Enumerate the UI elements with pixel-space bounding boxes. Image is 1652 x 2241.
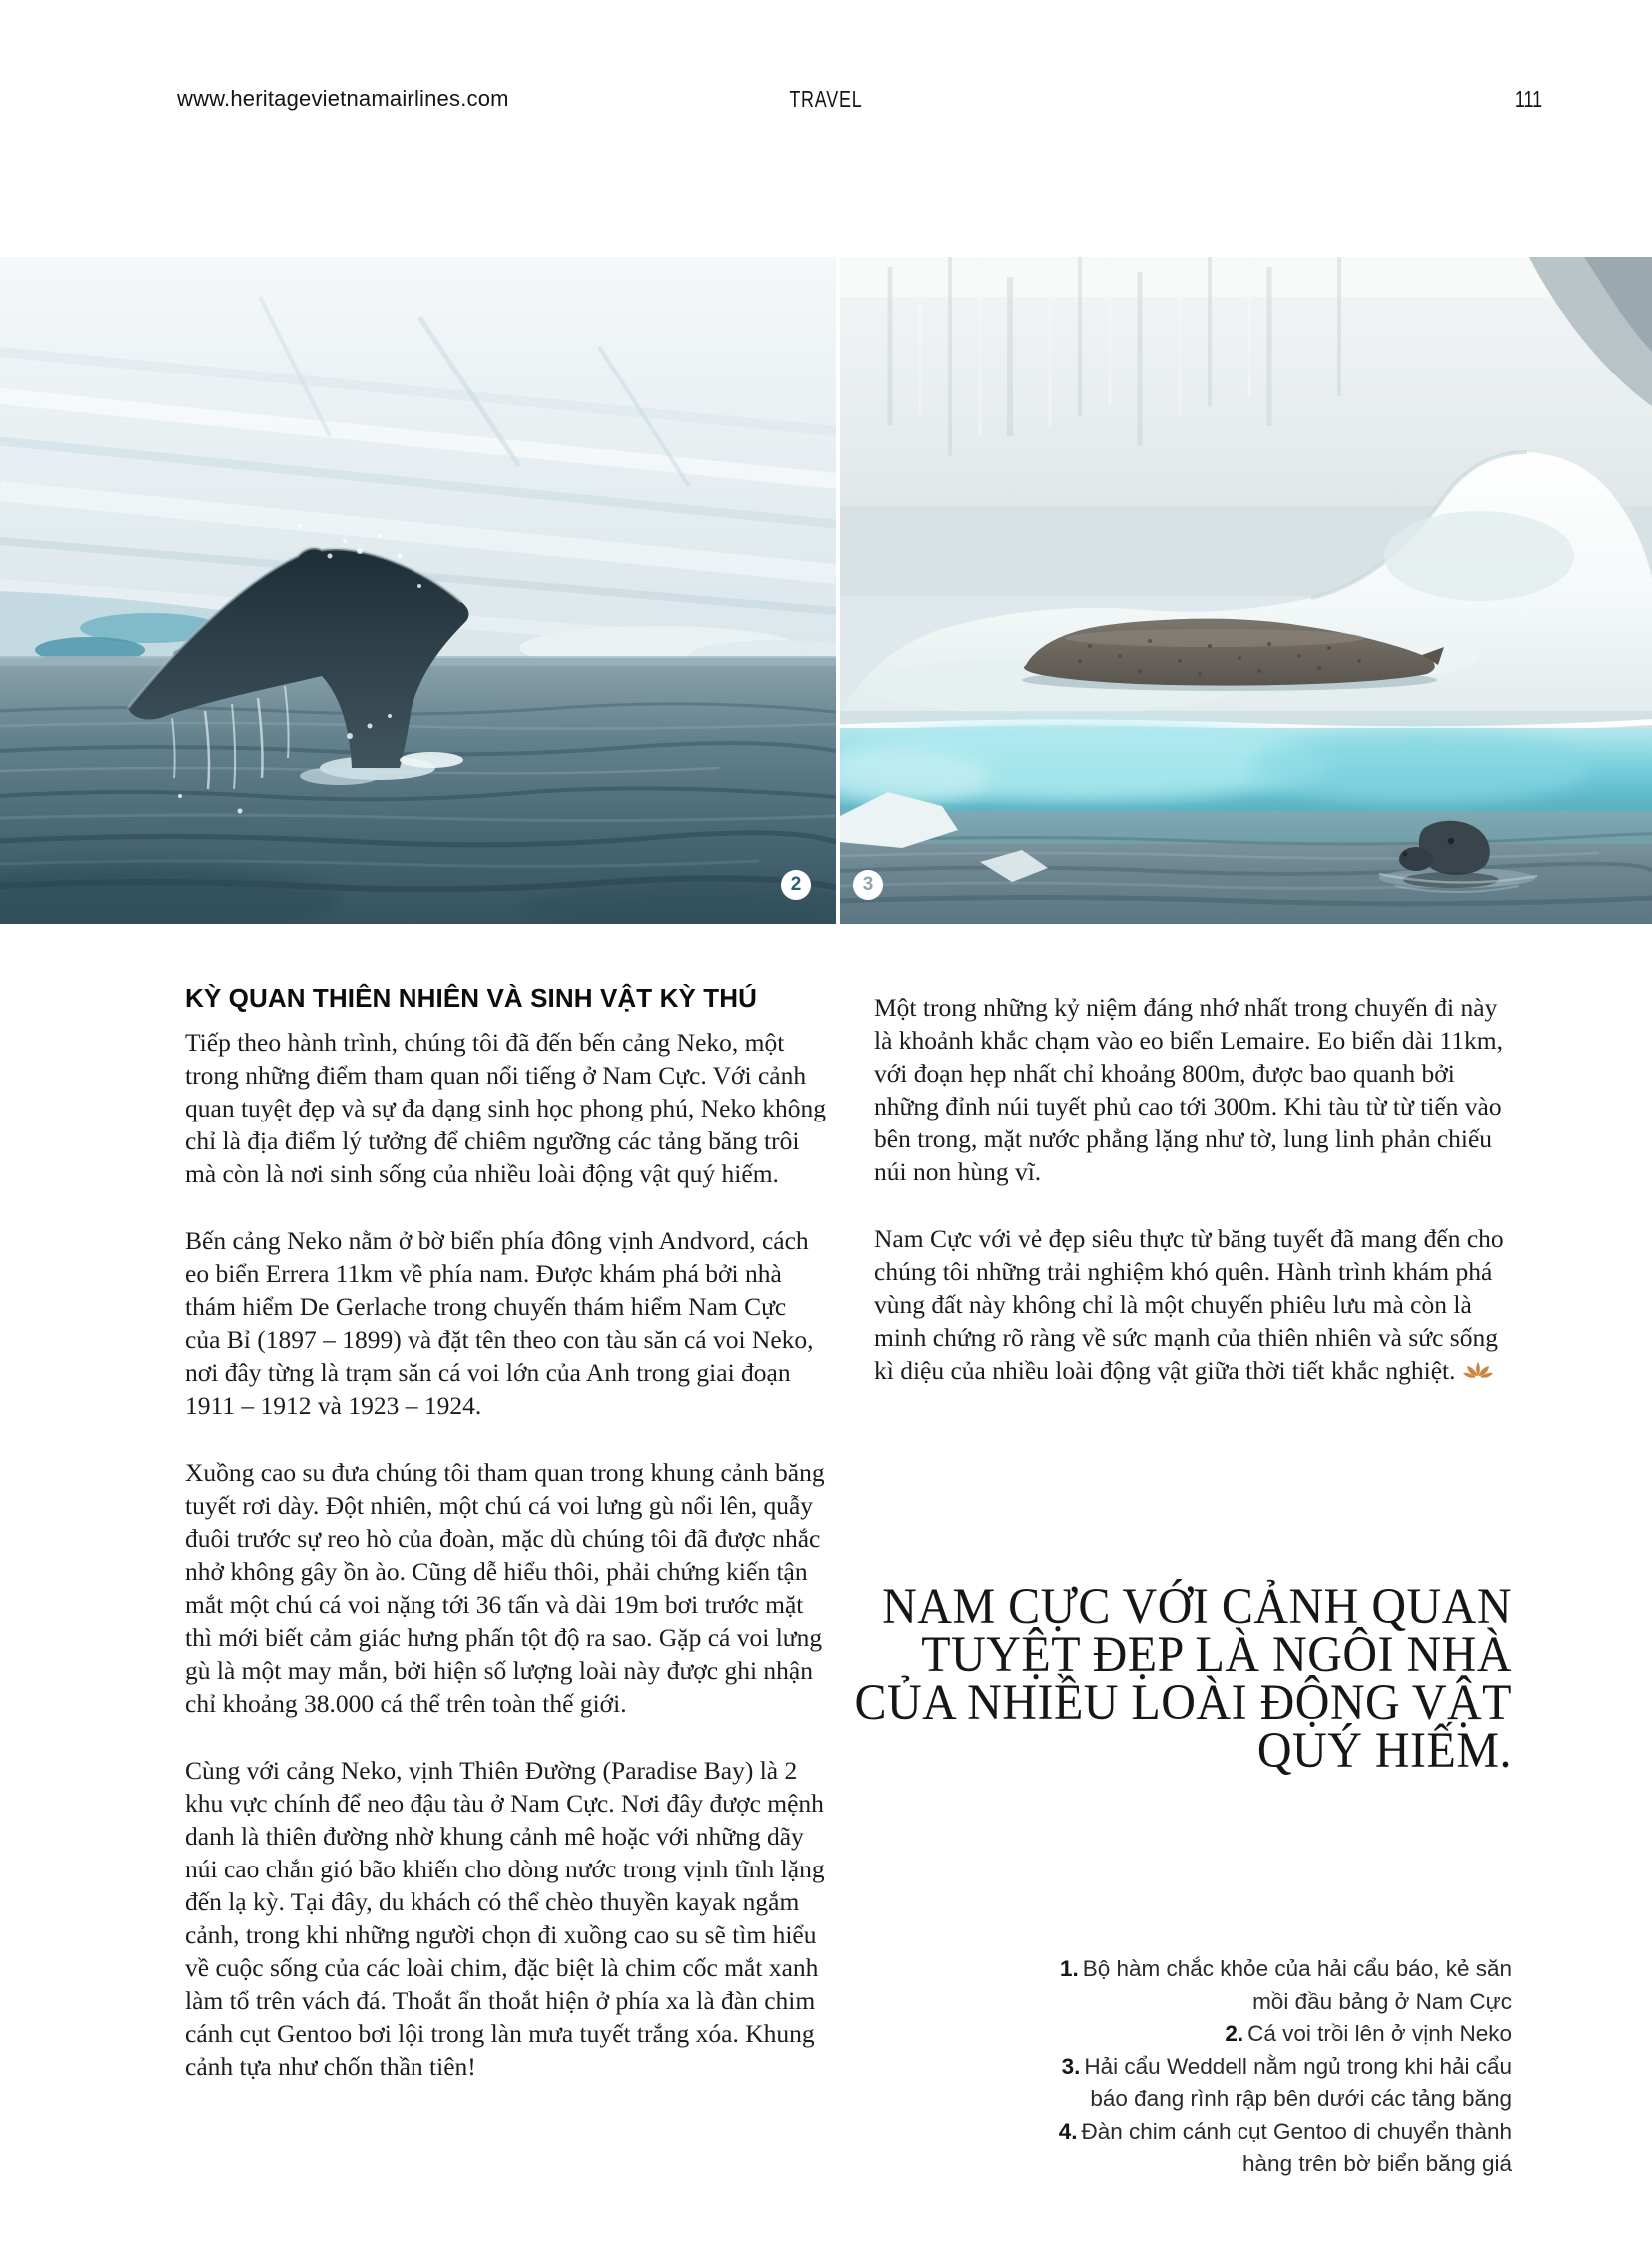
- caption-3: [1053, 2051, 1512, 2116]
- article-paragraph-text: Nam Cực với vẻ đẹp siêu thực từ băng tuyết đã mang đến cho chúng tôi những trải nghiệm khó quên. Hành trình khám phá vùng đất này không chỉ là một chuyến phiêu lưu mà còn là minh chứng rõ ràng về sức mạnh của thiên nhiên và sức sống kì diệu của nhiều loài động vật giữa thời tiết khắc nghiệt.: [874, 1224, 1504, 1385]
- caption-2-number: 2.: [1225, 2021, 1244, 2046]
- article-paragraph-end: [874, 1222, 1515, 1387]
- article-paragraph: Bến cảng Neko nằm ở bờ biển phía đông vịnh Andvord, cách eo biển Errera 11km về phía nam. Được khám phá bởi nhà thám hiểm De Gerlache trong chuyến thám hiểm Nam Cực của Bỉ (1897 – 1899) và đặt tên theo con tàu săn cá voi Neko, nơi đây từng là trạm săn cá voi lớn của Anh trong giai đoạn 1911 – 1912 và 1923 – 1924.: [185, 1226, 814, 1420]
- ocean: [0, 656, 836, 924]
- photo-spread: [0, 257, 1652, 924]
- pull-quote-line: TUYỆT ĐẸP LÀ NGÔI NHÀ: [921, 1626, 1512, 1683]
- caption-1-text: Bộ hàm chắc khỏe của hải cẩu báo, kẻ săn mồi đầu bảng ở Nam Cực: [1082, 1956, 1512, 2014]
- caption-2: [1053, 2018, 1512, 2051]
- article-paragraph: Xuồng cao su đưa chúng tôi tham quan trong khung cảnh băng tuyết rơi dày. Đột nhiên, một chú cá voi lưng gù nổi lên, quẫy đuôi trước sự reo hò của đoàn, mặc dù chúng tôi đã được nhắc nhở không gây ồn ào. Cũng dễ hiểu thôi, phải chứng kiến tận mắt một chú cá voi nặng tới 36 tấn và dài 19m bơi trước mặt thì mới biết cảm giác hưng phấn tột độ ra sao. Gặp cá voi lưng gù là một may mắn, bởi hiện số lượng loài này được ghi nhận chỉ khoảng 38.000 cá thể trên toàn thế giới.: [185, 1458, 825, 1718]
- caption-2-text: Cá voi trồi lên ở vịnh Neko: [1247, 2021, 1512, 2046]
- page-number-text: 111: [1514, 86, 1543, 112]
- pull-quote-line: NAM CỰC VỚI CẢNH QUAN: [882, 1578, 1512, 1635]
- website-url: www.heritagevietnamairlines.com: [177, 86, 509, 111]
- seal-iceberg-photo: [840, 257, 1652, 924]
- article-right-column: [874, 991, 1515, 1387]
- photo-badge-3-number: 3: [862, 874, 874, 895]
- caption-3-number: 3.: [1061, 2053, 1081, 2079]
- article-heading: KỲ QUAN THIÊN NHIÊN VÀ SINH VẬT KỲ THÚ: [185, 983, 757, 1013]
- seal-scene: [840, 257, 1652, 924]
- photo-captions: [1053, 1953, 1512, 2181]
- photo-badge-3: [853, 870, 883, 900]
- article-paragraph: Một trong những kỷ niệm đáng nhớ nhất trong chuyến đi này là khoảnh khắc chạm vào eo biển Lemaire. Eo biển dài 11km, với đoạn hẹp nhất chỉ khoảng 800m, được bao quanh bởi những đỉnh núi tuyết phủ cao tới 300m. Khi tàu từ từ tiến vào bên trong, mặt nước phẳng lặng như tờ, lung linh phản chiếu núi non hùng vĩ.: [874, 993, 1503, 1186]
- caption-4: [1053, 2116, 1512, 2181]
- pull-quote-line: CỦA NHIỀU LOÀI ĐỘNG VẬT: [854, 1674, 1512, 1731]
- article-paragraph: Cùng với cảng Neko, vịnh Thiên Đường (Paradise Bay) là 2 khu vực chính để neo đậu tàu ở Nam Cực. Nơi đây được mệnh danh là thiên đường nhờ khung cảnh mê hoặc với những dãy núi cao chắn gió bão khiến cho dòng nước trong vịnh tĩnh lặng đến lạ kỳ. Tại đây, du khách có thể chèo thuyền kayak ngắm cảnh, trong khi những người chọn đi xuồng cao su sẽ tìm hiểu về cuộc sống của các loài chim, đặc biệt là chim cốc mắt xanh làm tổ trên vách đá. Thoắt ẩn thoắt hiện ở phía xa là đàn chim cánh cụt Gentoo bơi lội trong làn mưa tuyết trắng xóa. Khung cảnh tựa như chốn thần tiên!: [185, 1756, 825, 2081]
- caption-1: [1053, 1953, 1512, 2018]
- photo-badge-2: [781, 870, 811, 900]
- photo-badge-2-number: 2: [790, 874, 802, 895]
- article-left-column: [185, 983, 826, 2083]
- pull-quote: [793, 1578, 1512, 1779]
- whale-scene: [0, 257, 836, 924]
- page-number: [1511, 86, 1546, 113]
- lotus-end-mark-icon: [1463, 1361, 1493, 1381]
- pull-quote-line: QUÝ HIẾM.: [1256, 1722, 1512, 1779]
- caption-4-number: 4.: [1058, 2118, 1078, 2144]
- caption-1-number: 1.: [1059, 1956, 1079, 1981]
- gray-sea: [840, 792, 1652, 924]
- section-title-text: TRAVEL: [789, 86, 863, 112]
- whale-tail-photo: [0, 257, 836, 924]
- caption-3-text: Hải cẩu Weddell nằm ngủ trong khi hải cẩu báo đang rình rập bên dưới các tảng băng: [1084, 2053, 1512, 2111]
- caption-4-text: Đàn chim cánh cụt Gentoo di chuyển thành hàng trên bờ biển băng giá: [1081, 2118, 1512, 2176]
- article-paragraph: Tiếp theo hành trình, chúng tôi đã đến bến cảng Neko, một trong những điểm tham quan nổi tiếng ở Nam Cực. Với cảnh quan tuyệt đẹp và sự đa dạng sinh học phong phú, Neko không chỉ là địa điểm lý tưởng để chiêm ngưỡng các tảng băng trôi mà còn là nơi sinh sống của nhiều loài động vật quý hiếm.: [185, 1028, 827, 1188]
- section-title: [0, 86, 1652, 113]
